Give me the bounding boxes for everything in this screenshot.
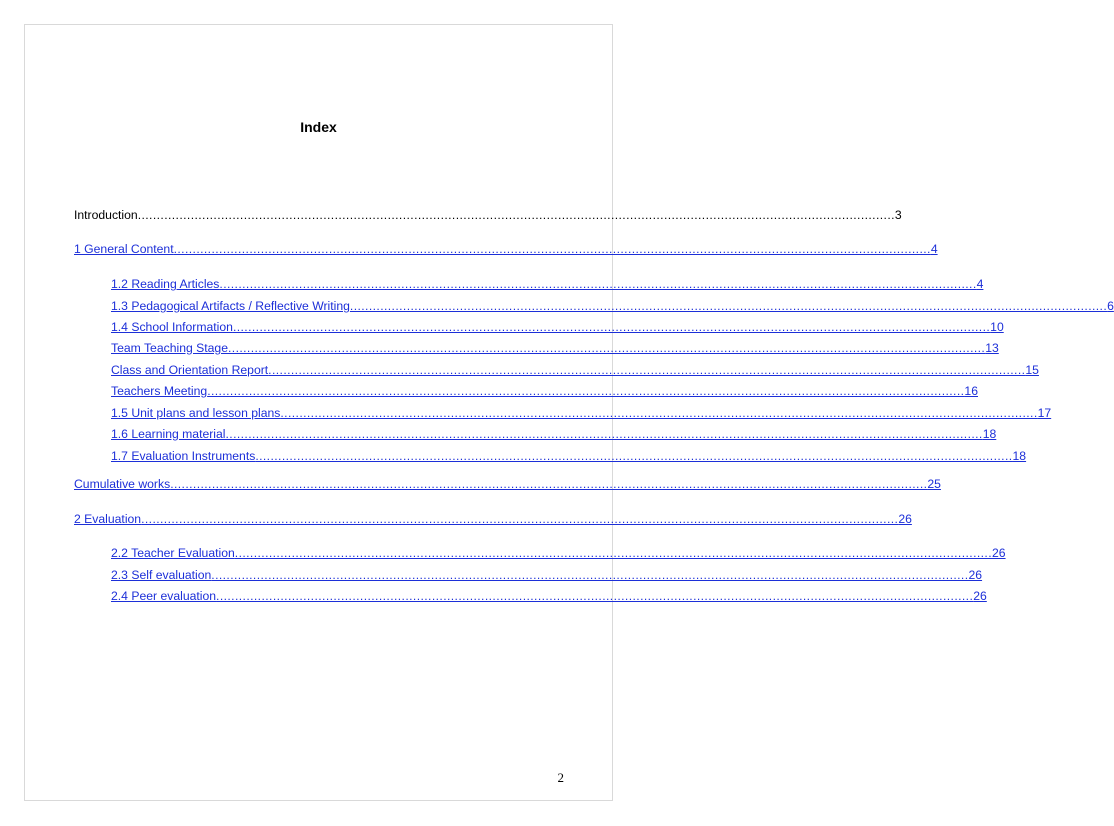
toc-entry-page: 4 [976,277,984,291]
toc-entry-page: 3 [894,208,902,222]
toc-entry-page: 26 [968,568,983,582]
toc-entry-page: 18 [1012,449,1027,463]
toc-leader-dots: ........................................................................................................................................................................................................ [216,589,974,603]
toc-entry-page: 13 [985,341,999,355]
toc-entry-evaluation-instruments[interactable] [111,449,1027,464]
toc-entry-introduction[interactable] [74,208,902,223]
document-page [24,24,1114,801]
toc-leader-dots: ........................................................................................................................................................................................................ [234,546,992,560]
toc-leader-dots: ........................................................................................................................................................................................................ [280,406,1038,420]
toc-leader-dots: ........................................................................................................................................................................................................ [255,449,1013,463]
toc-entry-label: 1.7 Evaluation Instruments [111,449,256,463]
toc-entry-evaluation[interactable] [74,512,912,527]
toc-entry-peer-evaluation[interactable] [111,589,987,604]
toc-entry-teacher-evaluation[interactable] [111,546,1006,561]
page-number: 2 [557,770,564,785]
toc-entry-page: 18 [982,427,997,441]
toc-entry-label: 2.2 Teacher Evaluation [111,546,235,560]
toc-entry-school-information[interactable] [111,320,1004,335]
page-title: Index [300,119,337,135]
toc-leader-dots: ........................................................................................................................................................................................................ [219,277,977,291]
toc-entry-page: 6 [1107,299,1114,313]
toc-entry-label: 2 Evaluation [74,512,142,526]
toc-entry-label: Team Teaching Stage [111,341,228,355]
toc-entry-label: 1.2 Reading Articles [111,277,220,291]
toc-leader-dots: ........................................................................................................................................................................................................ [232,320,991,334]
toc-entry-cumulative-works[interactable] [74,477,941,492]
toc-entry-page: 10 [990,320,1004,334]
toc-leader-dots: ........................................................................................................................................................................................................ [268,363,1026,377]
toc-entry-reading-articles[interactable] [111,277,984,292]
toc-entry-label: 1.4 School Information [111,320,233,334]
toc-leader-dots: ........................................................................................................................................................................................................ [141,512,899,526]
toc-leader-dots: ........................................................................................................................................................................................................ [211,568,969,582]
toc-entry-label: 1 General Content [74,242,174,256]
toc-leader-dots: ........................................................................................................................................................................................................ [349,299,1108,313]
toc-leader-dots: ........................................................................................................................................................................................................ [207,384,965,398]
toc-entry-label: 1.5 Unit plans and lesson plans [111,406,281,420]
toc-entry-page: 26 [992,546,1006,560]
toc-entry-page: 25 [927,477,941,491]
toc-entry-general-content[interactable] [74,242,938,257]
toc-leader-dots: ........................................................................................................................................................................................................ [170,477,928,491]
toc-entry-self-evaluation[interactable] [111,568,983,583]
toc-leader-dots: ........................................................................................................................................................................................................ [225,427,983,441]
toc-entry-page: 26 [898,512,912,526]
toc-entry-page: 16 [964,384,978,398]
toc-entry-label: 1.6 Learning material [111,427,226,441]
toc-entry-label: Class and Orientation Report [111,363,269,377]
toc-entry-label: Cumulative works [74,477,171,491]
toc-entry-label: Teachers Meeting [111,384,208,398]
toc-entry-page: 26 [973,589,987,603]
toc-entry-teachers-meeting[interactable] [111,384,978,399]
toc-entry-page: 4 [930,242,938,256]
toc-leader-dots: ........................................................................................................................................................................................................ [137,208,895,222]
toc-entry-pedagogical-artifacts[interactable] [111,299,1114,314]
toc-entry-label: 2.3 Self evaluation [111,568,212,582]
toc-leader-dots: ........................................................................................................................................................................................................ [173,242,931,256]
toc-entry-label: Introduction [74,208,138,222]
toc-entry-label: 2.4 Peer evaluation [111,589,217,603]
toc-entry-label: 1.3 Pedagogical Artifacts / Reflective Writing [111,299,350,313]
toc-entry-unit-plans[interactable] [111,406,1052,421]
toc-entry-learning-material[interactable] [111,427,997,442]
toc-entry-page: 15 [1025,363,1039,377]
toc-entry-page: 17 [1037,406,1052,420]
toc-entry-team-teaching-stage[interactable] [111,341,999,356]
toc-leader-dots: ........................................................................................................................................................................................................ [228,341,986,355]
toc-entry-class-orientation-report[interactable] [111,363,1039,378]
